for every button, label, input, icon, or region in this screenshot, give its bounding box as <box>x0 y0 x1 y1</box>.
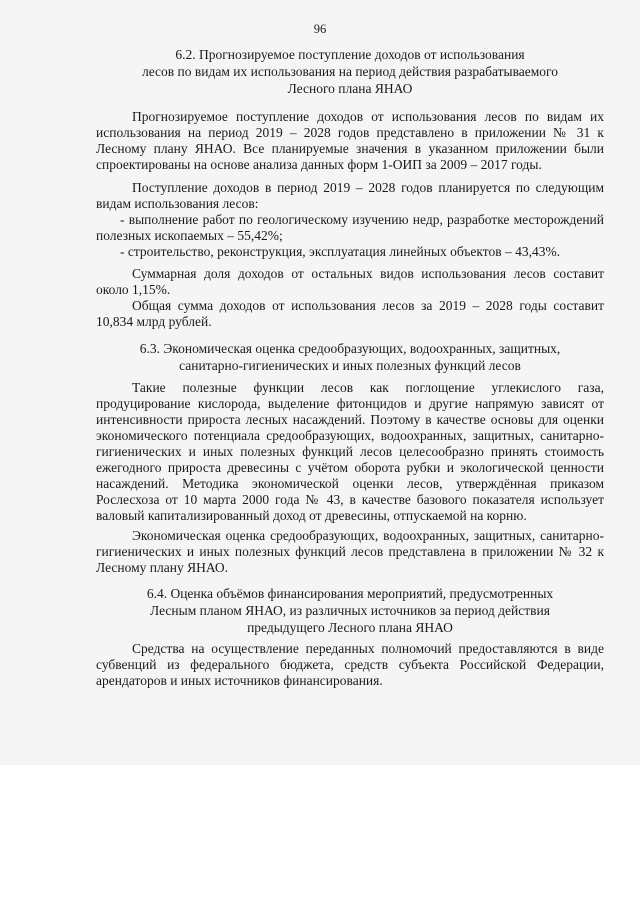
section-6-2-paragraph-3: Суммарная доля доходов от остальных видов использования лесов составит около 1,15%. <box>96 266 604 297</box>
heading-line: Лесным планом ЯНАО, из различных источников за период действия <box>150 603 550 618</box>
section-6-3-paragraph-2: Экономическая оценка средообразующих, водоохранных, защитных, санитарно-гигиенических и иных полезных функций лесов представлена в приложении № 32 к Лесному плану ЯНАО. <box>96 528 604 575</box>
heading-line: 6.3. Экономическая оценка средообразующих, водоохранных, защитных, <box>139 341 561 356</box>
heading-line: санитарно-гигиенических и иных полезных функций лесов <box>179 358 521 373</box>
section-6-2-list-item-2: - строительство, реконструкция, эксплуатация линейных объектов – 43,43%. <box>120 244 561 259</box>
heading-line: 6.2. Прогнозируемое поступление доходов от использования <box>175 47 525 62</box>
section-6-4-heading <box>95 585 605 636</box>
section-6-2-paragraph-4: Общая сумма доходов от использования лесов за 2019 – 2028 годы составит 10,834 млрд рублей. <box>96 298 604 329</box>
heading-line: лесов по видам их использования на период действия разрабатываемого <box>141 64 559 79</box>
section-6-4-paragraph-1: Средства на осуществление переданных полномочий предоставляются в виде субвенций из федерального бюджета, средств субъекта Российской Федерации, арендаторов и иных источников финансирования. <box>96 641 604 688</box>
heading-line: предыдущего Лесного плана ЯНАО <box>247 620 453 635</box>
section-6-2-list-item-1: - выполнение работ по геологическому изучению недр, разработке месторождений полезных ископаемых – 55,42%; <box>96 212 604 243</box>
section-6-3-heading <box>95 340 605 374</box>
section-6-2-heading <box>95 46 605 97</box>
page-margin-below <box>0 765 640 905</box>
section-6-2-paragraph-1: Прогнозируемое поступление доходов от использования лесов по видам их использования на период 2019 – 2028 годов представлено в приложении № 31 к Лесному плану ЯНАО. Все планируемые значения в указанном приложении были спроектированы на основе анализа данных форм 1-ОИП за 2009 – 2017 годы. <box>96 109 604 172</box>
section-6-2-paragraph-2: Поступление доходов в период 2019 – 2028 годов планируется по следующим видам использования лесов: <box>96 180 604 211</box>
page-number: 96 <box>313 22 327 36</box>
heading-line: Лесного плана ЯНАО <box>287 81 413 96</box>
section-6-3-paragraph-1: Такие полезные функции лесов как поглощение углекислого газа, продуцирование кислорода, выделение фитонцидов и другие напрямую зависят от интенсивности прироста лесных насаждений. Поэтому в качестве основы для оценки экономического потенциала средообразующих, водоохранных, защитных, санитарно-гигиенических и иных полезных функций лесов целесообразно принять стоимость ежегодного прироста древесины с учётом оборота рубки и экологической ценности насаждений. Методика экономической оценки лесов, утверждённая приказом Рослесхоза от 10 марта 2000 года № 43, в качестве базового показателя использует валовый капитализированный доход от древесины, отпускаемой на корню. <box>96 380 604 523</box>
heading-line: 6.4. Оценка объёмов финансирования мероприятий, предусмотренных <box>146 586 554 601</box>
